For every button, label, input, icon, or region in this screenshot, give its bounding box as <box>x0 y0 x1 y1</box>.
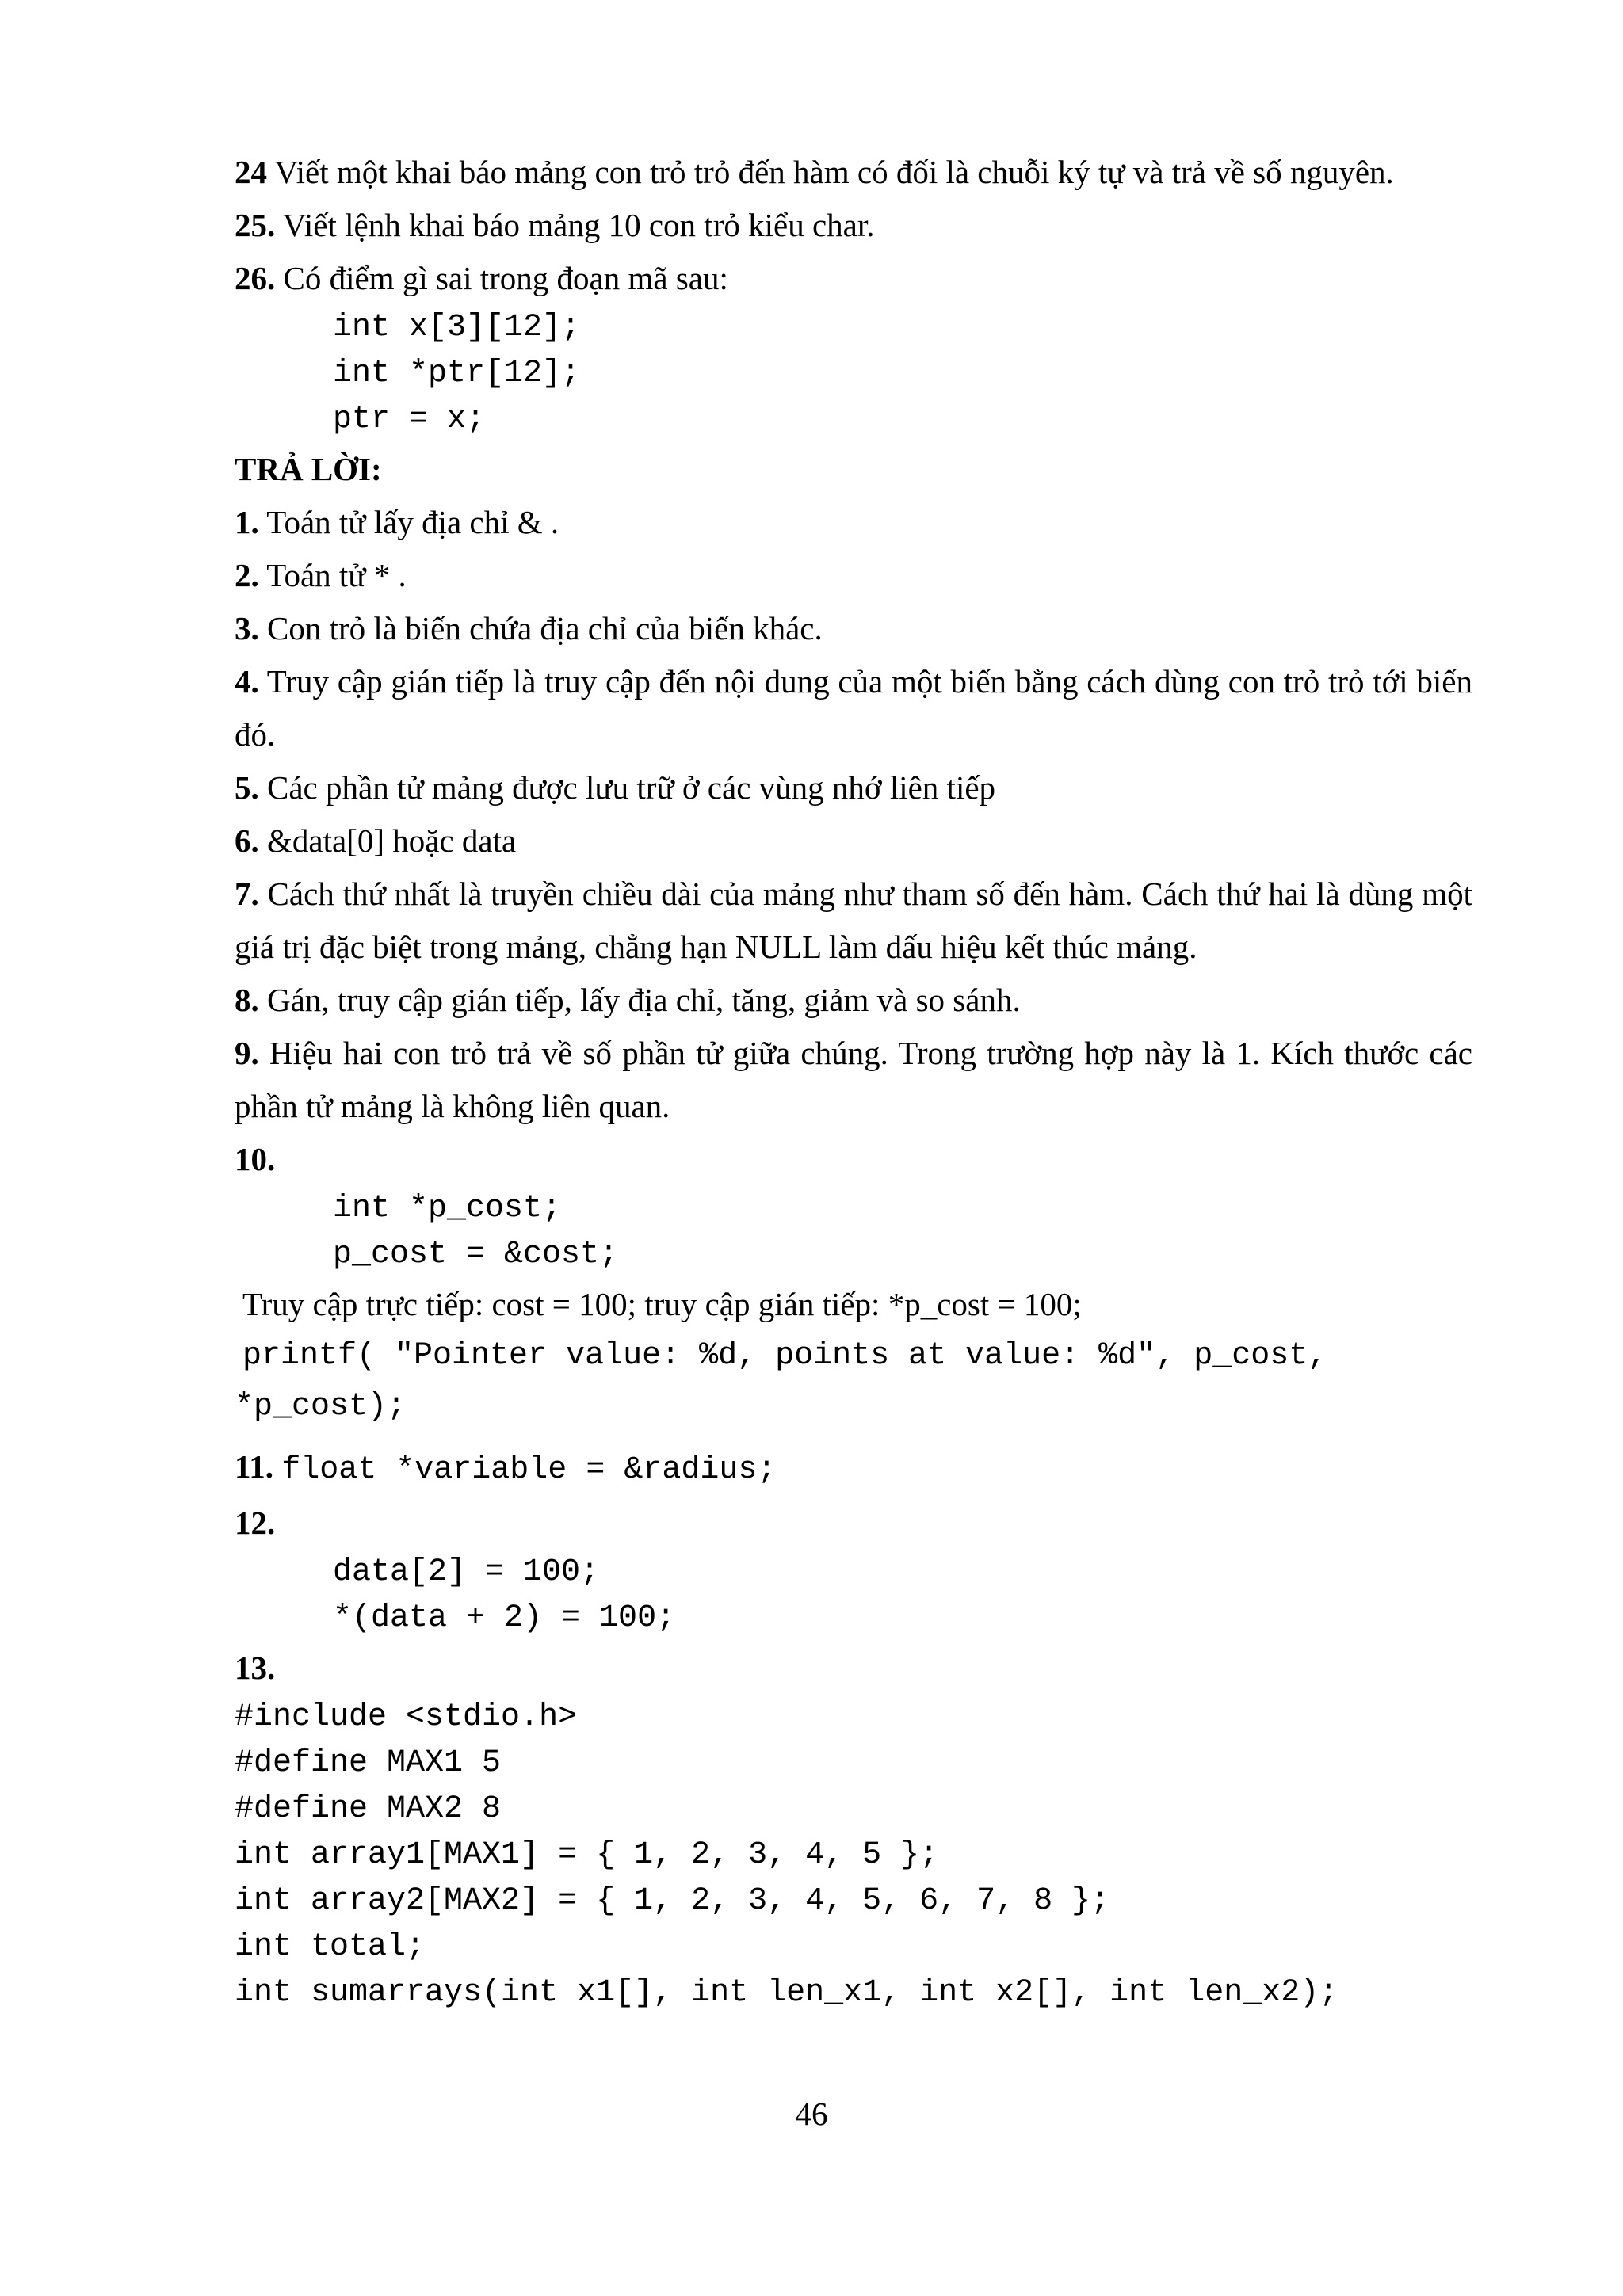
a12-code-block <box>235 1550 1472 1642</box>
answer-7 <box>235 868 1472 974</box>
page-content <box>235 146 1472 2016</box>
answer-8 <box>235 974 1472 1027</box>
code-line: int total; <box>235 1929 426 1965</box>
question-text: Viết lệnh khai báo mảng 10 con trỏ kiểu char. <box>282 207 875 243</box>
answer-number: 1. <box>235 504 259 540</box>
code-line: #define MAX2 8 <box>235 1791 502 1827</box>
answer-6 <box>235 814 1472 868</box>
code-line: int array1[MAX1] = { 1, 2, 3, 4, 5 }; <box>235 1837 939 1873</box>
code-line: #include <stdio.h> <box>235 1699 578 1735</box>
page-number: 46 <box>795 2096 828 2132</box>
answer-text: Hiệu hai con trỏ trả về số phần tử giữa chúng. Trong trường hợp này là 1. Kích thước các phần tử mảng là không liên quan. <box>235 1035 1473 1124</box>
answer-10-number: 10. <box>235 1141 276 1177</box>
answer-4 <box>235 655 1472 761</box>
answer-text: Toán tử lấy địa chỉ & . <box>266 504 559 540</box>
code-line: *(data + 2) = 100; <box>333 1600 676 1636</box>
a10-code-block <box>235 1186 1472 1278</box>
answer-text: Cách thứ nhất là truyền chiều dài của mảng như tham số đến hàm. Cách thứ hai là dùng một giá trị đặc biệt trong mảng, chẳng hạn NULL làm dấu hiệu kết thúc mảng. <box>235 875 1472 965</box>
question-text: Viết một khai báo mảng con trỏ trỏ đến hàm có đối là chuỗi ký tự và trả về số nguyên. <box>274 154 1394 190</box>
code-line: *p_cost); <box>235 1389 407 1425</box>
code-line: data[2] = 100; <box>333 1554 600 1590</box>
answer-number: 6. <box>235 822 259 859</box>
answer-11 <box>235 1440 1472 1497</box>
answer-number: 7. <box>235 875 259 912</box>
code-line: #define MAX1 5 <box>235 1745 502 1781</box>
question-24 <box>235 146 1472 199</box>
question-number: 24 <box>235 154 267 190</box>
answer-number: 9. <box>235 1035 259 1071</box>
answer-text: Toán tử * . <box>266 557 407 593</box>
answer-number: 11. <box>235 1448 273 1485</box>
code-line: int *p_cost; <box>333 1191 562 1226</box>
code-line: int x[3][12]; <box>333 310 581 345</box>
answer-5 <box>235 761 1472 814</box>
answer-text: Gán, truy cập gián tiếp, lấy địa chỉ, tăng, giảm và so sánh. <box>267 982 1021 1018</box>
answer-number: 2. <box>235 557 259 593</box>
answer-3 <box>235 602 1472 655</box>
code-line: printf( "Pointer value: %d, points at value: %d", p_cost, <box>242 1338 1327 1374</box>
code-inline: float *variable = &radius; <box>281 1452 777 1488</box>
answer-number: 4. <box>235 663 259 700</box>
question-26 <box>235 252 1472 305</box>
answer-text: &data[0] hoặc data <box>267 822 517 859</box>
question-number: 25. <box>235 207 276 243</box>
answer-text: Truy cập gián tiếp là truy cập đến nội dung của một biến bằng cách dùng con trỏ trỏ tới biến đó. <box>235 663 1472 753</box>
question-25 <box>235 199 1472 252</box>
answer-number: 3. <box>235 610 259 646</box>
a10-access-text: Truy cập trực tiếp: cost = 100; truy cập gián tiếp: *p_cost = 100; <box>242 1286 1082 1322</box>
answer-1 <box>235 496 1472 549</box>
answer-number: 5. <box>235 769 259 806</box>
answer-text: Con trỏ là biến chứa địa chỉ của biến khác. <box>267 610 823 646</box>
a13-code-block <box>235 1695 1472 2016</box>
answer-12-number: 12. <box>235 1505 276 1541</box>
code-line: int *ptr[12]; <box>333 356 581 391</box>
answer-2 <box>235 549 1472 602</box>
answer-9 <box>235 1027 1472 1133</box>
answer-text: Các phần tử mảng được lưu trữ ở các vùng nhớ liên tiếp <box>267 769 996 806</box>
code-line: ptr = x; <box>333 402 486 437</box>
question-number: 26. <box>235 260 276 296</box>
q26-code-block <box>235 305 1472 443</box>
answers-heading: TRẢ LỜI: <box>235 451 382 487</box>
code-line: p_cost = &cost; <box>333 1237 619 1272</box>
question-text: Có điểm gì sai trong đoạn mã sau: <box>283 260 728 296</box>
answer-13-number: 13. <box>235 1650 276 1686</box>
answer-number: 8. <box>235 982 259 1018</box>
code-line: int array2[MAX2] = { 1, 2, 3, 4, 5, 6, 7, 8 }; <box>235 1883 1110 1919</box>
code-line: int sumarrays(int x1[], int len_x1, int x2[], int len_x2); <box>235 1975 1338 2011</box>
